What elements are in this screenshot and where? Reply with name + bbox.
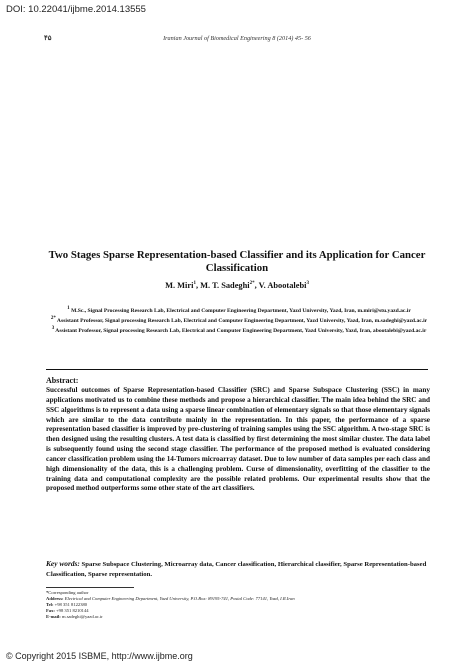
affiliation-text: M.Sc., Signal Processing Research Lab, Electrical and Computer Engineering Department, Yazd University, Yazd, Iran, m.miri@stu.yazd.ac.ir	[71, 307, 411, 314]
journal-header: Iranian Journal of Biomedical Engineering 8 (2014) 45- 56	[163, 35, 311, 42]
affiliation-text: Assistant Professor, Signal processing Research Lab, Electrical and Computer Engineering Department, Yazd University, Yazd, Iran, m.sadeghi@yazd.ac.ir	[56, 317, 428, 324]
abstract-heading: Abstract:	[46, 376, 79, 385]
affiliations	[46, 305, 432, 335]
author-sup: 3	[306, 281, 309, 287]
footnote-address: Electrical and Computer Engineering Department, Yazd University, P.O.Box: 89195-741, Postal Code: 77141, Yazd, I.R.Iran	[64, 595, 295, 601]
footnote-email[interactable]: m.sadeghi@yazd.ac.ir	[61, 613, 103, 619]
footnote-fax: +98 351 8210144	[56, 607, 89, 613]
affiliation-sup: 1	[67, 306, 70, 311]
footnote-tel: +98 351 8122380	[54, 601, 88, 607]
author-sup: 2*	[249, 281, 255, 287]
affiliation-text: Assistant Professor, Signal processing Research Lab, Electrical and Computer Engineering Department, Yazd University, Yazd, Iran, abootalebi@yazd.ac.ir	[55, 327, 427, 334]
keywords	[46, 559, 430, 579]
author-name: M. Miri	[165, 281, 194, 290]
doi-label: DOI: 10.22041/ijbme.2014.13555	[6, 4, 146, 15]
author-name: M. T. Sadeghi	[200, 281, 250, 290]
page-number: ۴۵	[44, 34, 52, 42]
keywords-label: Key words:	[46, 559, 80, 568]
section-divider	[46, 369, 428, 370]
author-name: V. Abootalebi	[258, 281, 307, 290]
affiliation-sup: 3	[51, 325, 55, 331]
abstract-text: Successful outcomes of Sparse Representation-based Classifier (SRC) and Sparse Subspace Clustering (SSC) in many applications motivated us to combine these methods and propose a hierarchical classifier. The main idea behind the SRC and SSC algorithms is to represent a data using a sparse linear combination of elementary signals so that those elementary signals which are similar to the data contribute mainly in the representation. In this paper, the performance of a sparse representation based classifier is improved by pre-clustering of training samples using the SSC algorithm. A two-stage SRC is then designed using the resulting clusters. A test data is classified by first determining the most similar cluster. The data label is subsequently found using the second stage classifier. The performance of the proposed method is evaluated considering cancer classification problem using the 14-Tumors microarray dataset. Due to low number of data samples per each class and high dimensionality of the data, this is a challenging problem. Curse of dimensionality, overfitting of the classifier to the training data and computational complexity are the possible related problems. Our experimental results show that the proposed method outperforms some other state of the art classifiers.	[46, 386, 430, 493]
copyright-footer: © Copyright 2015 ISBME, http://www.ijbme.org	[6, 651, 193, 661]
keywords-text: Sparse Subspace Clustering, Microarray data, Cancer classification, Hierarchical classifier, Sparse Representation-based Classification, Sparse representation.	[46, 561, 427, 578]
author-list: M. Miri$^1$, M. T. Sadeghi$^{2*}$, V. Abootalebi$^3$	[165, 281, 309, 290]
affiliation	[46, 325, 432, 335]
corresponding-author-footnote: *Corresponding author Address: Electrical and Computer Engineering Department, Yazd University, P.O.Box: 89195-741, Postal Code: 77141, Yazd, I.R.Iran Tel: +98 351 8122380 Fax: +98 351 8210144 E-mail: m.sadeghi@yazd.ac.ir	[46, 590, 295, 619]
paper-title: Two Stages Sparse Representation-based Classifier and its Application for Cancer Classification	[48, 249, 426, 274]
affiliation	[46, 315, 432, 325]
affiliation-sup: 2*	[50, 315, 56, 321]
footnote-title: Corresponding author	[48, 590, 89, 595]
author-sup: 1	[193, 281, 196, 287]
affiliation	[46, 305, 432, 315]
footnote-divider	[46, 587, 134, 588]
